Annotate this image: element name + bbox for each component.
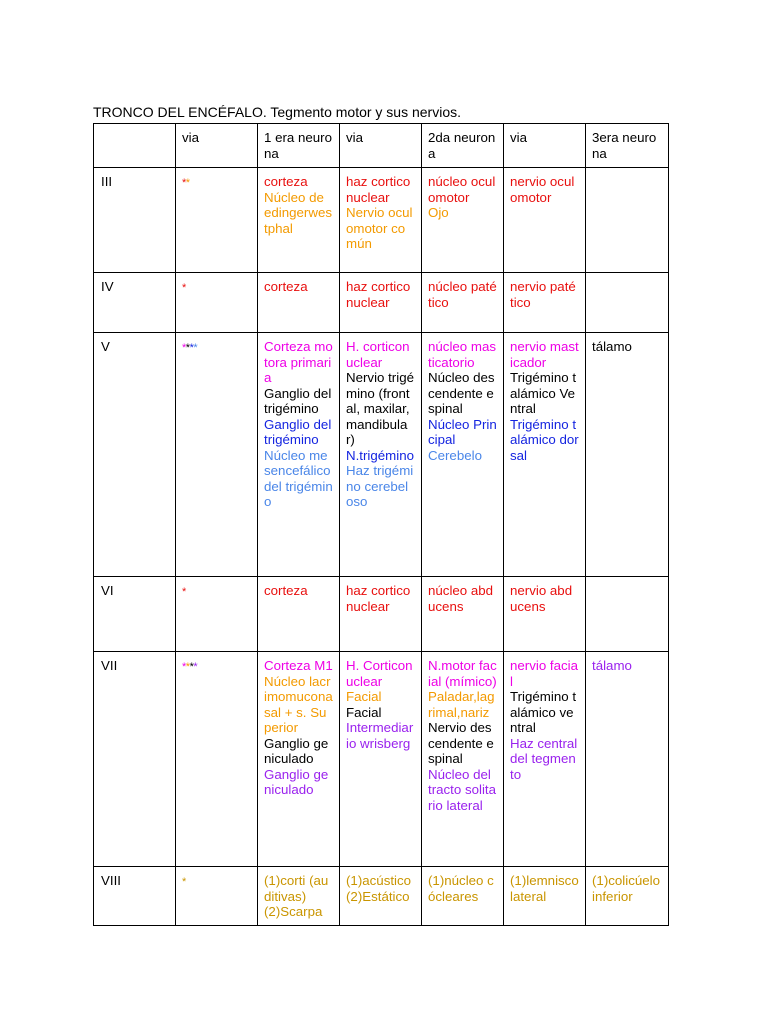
via-1-cell [176, 867, 258, 926]
via-2-cell [340, 652, 422, 867]
table-row [94, 577, 669, 652]
cell-entry: Ganglio geniculado [264, 735, 329, 766]
cell-entry: núcleo patético [428, 279, 497, 310]
via-marker: * [182, 342, 186, 354]
via-markers [182, 342, 197, 354]
via-1-cell [176, 168, 258, 273]
neuron-pathway-table [93, 123, 669, 926]
second-neuron-cell [422, 168, 504, 273]
via-2-cell [340, 273, 422, 333]
via-2-cell [340, 867, 422, 926]
via-marker: * [185, 661, 190, 673]
first-neuron-cell [258, 168, 340, 273]
cell-entry: Nervio oculomotor común [346, 205, 413, 251]
via-markers [182, 586, 186, 598]
header-cell-via-2: via [340, 124, 422, 168]
cell-entry: H. corticonuclear [346, 339, 410, 370]
via-marker: * [182, 661, 186, 673]
via-3-cell [504, 273, 586, 333]
cell-entry: Trigémino talámico Ventral [510, 370, 577, 416]
cell-entry: (1)corti (auditivas) [264, 873, 329, 904]
first-neuron-cell [258, 577, 340, 652]
via-2-cell [340, 333, 422, 577]
cell-entry: Haz central del tegmento [510, 735, 578, 782]
second-neuron-cell [422, 577, 504, 652]
via-3-cell [504, 652, 586, 867]
via-markers [182, 876, 186, 888]
cell-entry: Trigémino talámico dorsal [510, 416, 579, 463]
via-1-cell [176, 652, 258, 867]
cell-entry: (1)colicúelo inferior [592, 873, 660, 904]
via-markers [182, 282, 186, 294]
nerve-cell: III [94, 168, 176, 273]
nerve-cell: VI [94, 577, 176, 652]
header-cell-nerve [94, 124, 176, 168]
table-row [94, 867, 669, 926]
cell-entry: Nervio trigémino (frontal, maxilar, mandibular) [346, 370, 414, 447]
cell-entry: haz corticonuclear [346, 279, 411, 310]
header-row [94, 124, 669, 168]
cell-entry: Ganglio del trigémino [264, 416, 332, 447]
cell-entry: H. Corticonuclear [346, 658, 413, 689]
cell-entry: Nervio descendente espinal [428, 720, 494, 766]
via-3-cell [504, 867, 586, 926]
header-cell-via-1: via [176, 124, 258, 168]
cell-entry: Núcleo Principal [428, 416, 497, 447]
first-neuron-cell [258, 867, 340, 926]
second-neuron-cell [422, 273, 504, 333]
cell-entry: Trigémino talámico ventral [510, 689, 577, 735]
header-cell-first-neuron: 1 era neurona [258, 124, 340, 168]
via-1-cell [176, 273, 258, 333]
via-marker: * [193, 342, 198, 354]
cell-entry: nervio oculomotor [510, 174, 575, 205]
cell-entry: Núcleo mesencefálico del trigémino [264, 447, 333, 509]
via-marker: * [182, 586, 186, 598]
cell-entry: nervio masticador [510, 339, 579, 370]
cell-entry: corteza [264, 174, 308, 189]
via-markers [182, 177, 190, 189]
nerve-cell: IV [94, 273, 176, 333]
via-3-cell [504, 333, 586, 577]
cell-entry: Corteza M1 [264, 658, 333, 673]
via-marker: * [189, 342, 194, 354]
table-row [94, 168, 669, 273]
cell-entry: haz corticonuclear [346, 174, 411, 205]
first-neuron-cell [258, 333, 340, 577]
cell-entry: (1)núcleo cócleares [428, 873, 494, 904]
table-row [94, 652, 669, 867]
third-neuron-cell [586, 168, 669, 273]
cell-entry: N.motor facial (mímico) [428, 658, 497, 689]
cell-entry: Ganglio geniculado [264, 766, 329, 797]
header-cell-second-neuron: 2da neurona [422, 124, 504, 168]
cell-entry: Paladar,lagrimal,nariz [428, 689, 495, 720]
cell-entry: N.trigémino [346, 447, 414, 463]
second-neuron-cell [422, 652, 504, 867]
cell-entry: Facial [346, 689, 382, 704]
cell-entry: Núcleo de edingerwestphal [264, 189, 333, 236]
second-neuron-cell [422, 333, 504, 577]
cell-entry: tálamo [592, 658, 632, 673]
via-1-cell [176, 577, 258, 652]
header-cell-via-3: via [504, 124, 586, 168]
header-cell-third-neuron: 3era neurona [586, 124, 669, 168]
third-neuron-cell [586, 273, 669, 333]
table-row [94, 333, 669, 577]
cell-entry: corteza [264, 279, 308, 294]
via-3-cell [504, 577, 586, 652]
cell-entry: núcleo masticatorio [428, 339, 496, 370]
via-marker: * [193, 661, 198, 673]
cell-entry: Haz trigémino cerebeloso [346, 463, 414, 509]
table-row [94, 273, 669, 333]
cell-entry: Intermediario wrisberg [346, 720, 414, 751]
via-marker: * [185, 177, 190, 189]
cell-entry: Núcleo lacrimomuconasal + s. Superior [264, 673, 333, 735]
via-marker: * [182, 282, 186, 294]
cell-entry: nervio facial [510, 658, 578, 689]
cell-entry: Facial [346, 704, 382, 720]
cell-entry: núcleo abducens [428, 583, 494, 614]
cell-entry: Ojo [428, 205, 449, 220]
third-neuron-cell [586, 652, 669, 867]
cell-entry: Ganglio del trigémino [264, 385, 332, 416]
cell-entry: haz corticonuclear [346, 583, 411, 614]
third-neuron-cell [586, 577, 669, 652]
via-marker: * [182, 876, 186, 888]
first-neuron-cell [258, 652, 340, 867]
nerve-cell: V [94, 333, 176, 577]
third-neuron-cell [586, 333, 669, 577]
cell-entry: corteza [264, 583, 308, 598]
via-markers [182, 661, 197, 673]
nerve-cell: VII [94, 652, 176, 867]
cell-entry: nervio patético [510, 279, 576, 310]
via-2-cell [340, 168, 422, 273]
cell-entry: (2)Scarpa [264, 904, 323, 919]
via-2-cell [340, 577, 422, 652]
via-1-cell [176, 333, 258, 577]
cell-entry: nervio abducens [510, 583, 573, 614]
cell-entry: núcleo oculomotor [428, 174, 496, 205]
cell-entry: Núcleo descendente espinal [428, 370, 495, 416]
via-marker: * [189, 661, 194, 673]
cell-entry: Corteza motora primaria [264, 339, 333, 385]
cell-entry: (1)lemnisco lateral [510, 873, 579, 904]
cell-entry: Núcleo del tracto solitario lateral [428, 766, 496, 813]
second-neuron-cell [422, 867, 504, 926]
third-neuron-cell [586, 867, 669, 926]
document-title: TRONCO DEL ENCÉFALO. Tegmento motor y sus nervios. [93, 104, 462, 120]
via-marker: * [185, 342, 190, 354]
via-3-cell [504, 168, 586, 273]
cell-entry: (1)acústico [346, 873, 412, 888]
nerve-cell: VIII [94, 867, 176, 926]
cell-entry: (2)Estático [346, 888, 410, 904]
via-marker: * [182, 177, 186, 189]
cell-entry: tálamo [592, 339, 632, 354]
first-neuron-cell [258, 273, 340, 333]
cell-entry: Cerebelo [428, 447, 482, 463]
